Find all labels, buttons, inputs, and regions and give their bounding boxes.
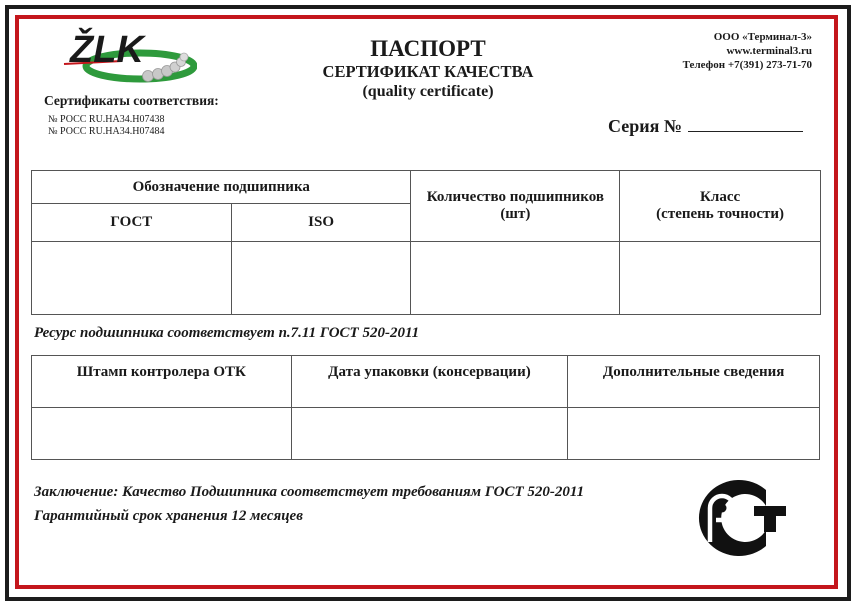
certificate-number: № РОСС RU.HA34.H07438	[48, 114, 165, 125]
header-additional-info: Дополнительные сведения	[568, 356, 820, 408]
zlk-logo	[62, 24, 197, 86]
title-block	[290, 36, 566, 102]
header-class-sub: (степень точности)	[656, 206, 785, 222]
header-class-label: Класс	[700, 189, 741, 205]
cell-iso[interactable]	[231, 242, 411, 315]
header-accuracy-class	[620, 171, 821, 242]
inspection-table	[31, 355, 820, 460]
header-bearing-quantity	[411, 171, 620, 242]
cell-class[interactable]	[620, 242, 821, 315]
page-subtitle-english: (quality certificate)	[362, 83, 494, 100]
warranty-text: Гарантийный срок хранения 12 месяцев	[34, 508, 303, 524]
header-qc-stamp: Штамп контролера ОТК	[32, 356, 292, 408]
header-bearing-designation: Обозначение подшипника	[32, 171, 411, 204]
series-input-line[interactable]	[688, 115, 803, 132]
certificates-title: Сертификаты соответствия:	[44, 93, 219, 108]
company-website: www.terminal3.ru	[726, 45, 812, 57]
company-phone: Телефон +7(391) 273-71-70	[682, 59, 812, 71]
company-name: ООО «Терминал-3»	[713, 31, 812, 43]
header-quantity-unit: (шт)	[500, 206, 531, 222]
pct-mark-icon	[688, 476, 788, 560]
header-quantity-label: Количество подшипников	[426, 189, 604, 205]
cell-qc-stamp[interactable]	[32, 408, 292, 460]
series-field	[608, 115, 803, 137]
table-row	[32, 408, 820, 460]
certificate-number: № РОСС RU.HA34.H07484	[48, 126, 165, 137]
zlk-logo-icon	[62, 24, 197, 86]
table-row	[32, 242, 821, 315]
header-gost: ГОСТ	[32, 204, 232, 242]
cell-gost[interactable]	[32, 242, 232, 315]
company-info	[683, 30, 812, 72]
header-iso: ISO	[231, 204, 411, 242]
page-title: ПАСПОРТ	[370, 36, 486, 61]
cell-packing-date[interactable]	[291, 408, 568, 460]
header-packing-date: Дата упаковки (консервации)	[291, 356, 568, 408]
page-subtitle: СЕРТИФИКАТ КАЧЕСТВА	[322, 62, 534, 81]
series-label: Серия №	[608, 116, 682, 136]
bearing-info-table	[31, 170, 821, 315]
cell-quantity[interactable]	[411, 242, 620, 315]
cell-additional-info[interactable]	[568, 408, 820, 460]
pct-certification-mark	[688, 476, 788, 560]
svg-text:ŽLK: ŽLK	[70, 29, 144, 71]
conclusion-text: Заключение: Качество Подшипника соответствует требованиям ГОСТ 520-2011	[34, 484, 585, 500]
resource-note: Ресурс подшипника соответствует п.7.11 ГОСТ 520-2011	[34, 325, 420, 341]
